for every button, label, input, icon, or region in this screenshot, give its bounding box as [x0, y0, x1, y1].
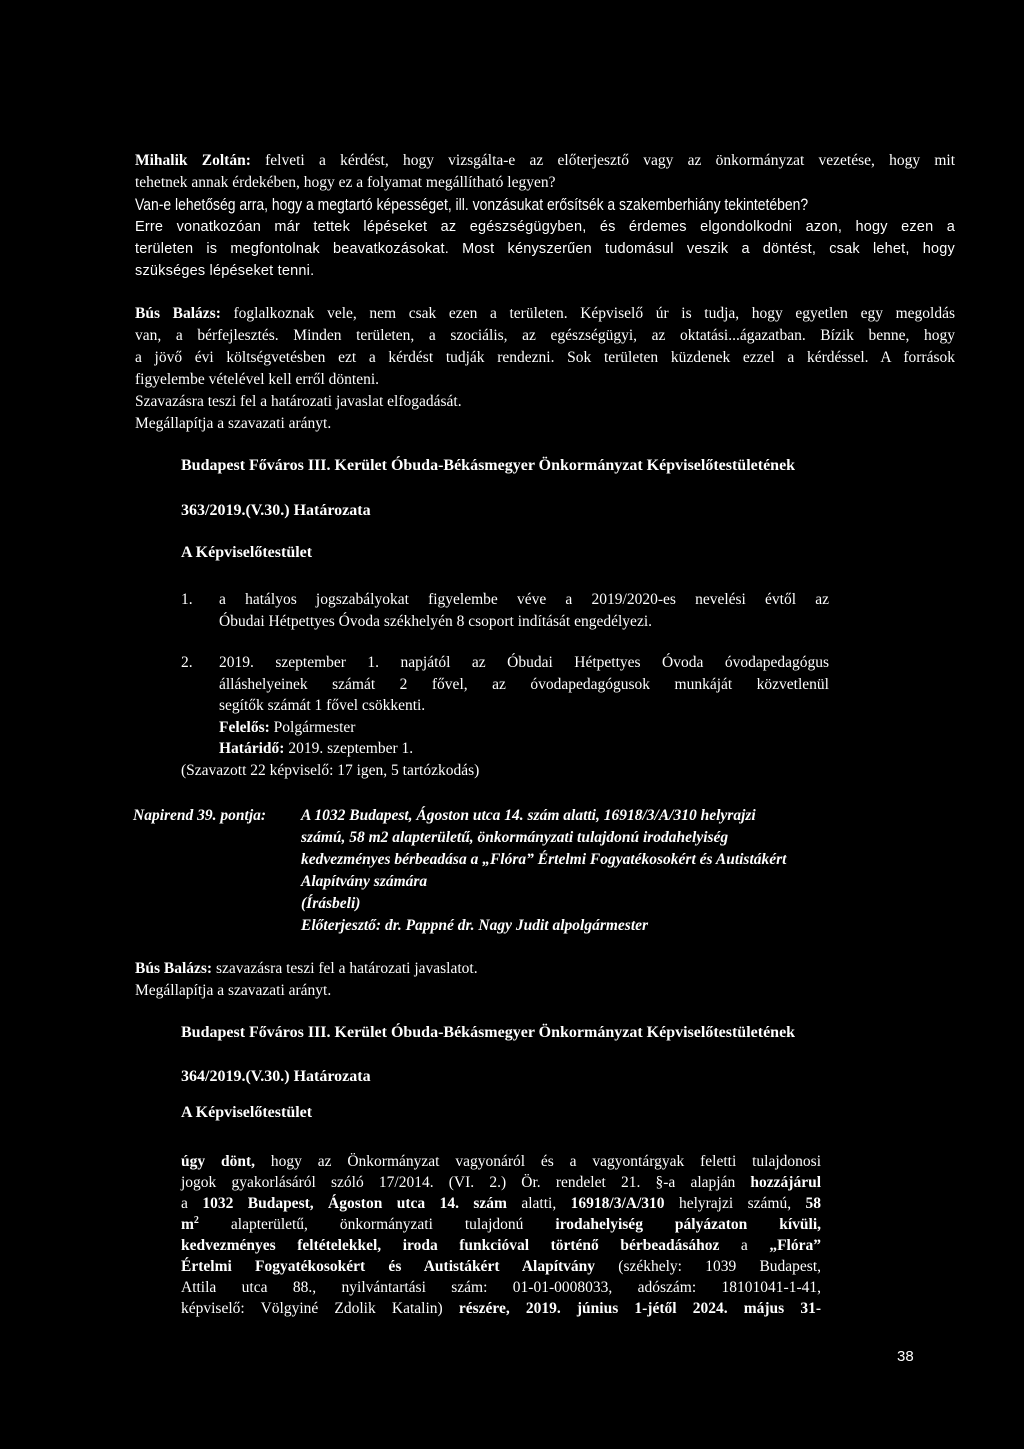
speech-text: Erre vonatkozóan már tettek lépéseket az egészségügyben, és érdemes elgondolkodni azon, hogy ezen a — [135, 219, 955, 235]
speech-text: figyelembe vételével kell erről dönteni. — [135, 371, 380, 388]
resolution-body-title: A Képviselőtestület — [181, 544, 313, 561]
heading-city: Budapest Főváros III. — [181, 457, 331, 474]
speech-text: területen is megfontolnak beavatkozásokat. Most kényszerűen tudomásul veszik a döntést, csak lehet, hogy — [135, 241, 955, 257]
resolution-meta — [181, 717, 841, 787]
speech-text: szükséges lépéseket tenni. — [135, 263, 315, 279]
speech-text: Megállapítja a szavazati arányt. — [135, 982, 332, 999]
speech-bus-2 — [135, 958, 955, 1002]
agenda-presenter: Előterjesztő: dr. Pappné dr. Nagy Judit alpolgármester — [301, 917, 649, 934]
speaker-name: Bús Balázs: — [135, 960, 213, 977]
speaker-name: Bús Balázs: — [135, 305, 221, 322]
resolution-item-2: 2. 2019. szeptember 1. napjától az Óbudai Hétpettyes Óvoda óvodapedagógus álláshelyeinek számát 2 fővel, az óvodapedagógusok munkáját közvetlenül segítők számát 1 fővel csökkenti. — [181, 654, 829, 714]
speech-text: Szavazásra teszi fel a határozati javaslat elfogadását. — [135, 393, 462, 410]
speech-text: van, a bérfejlesztés. Minden területen, a szociális, az egészségügyi, az oktatási...ágazatban. Bízik benne, hogy — [135, 327, 955, 344]
deadline-row: Határidő: 2019. szeptember 1. — [219, 740, 414, 757]
heading-body: Kerület Óbuda-Békásmegyer Önkormányzat Képviselőtestületének — [334, 1024, 796, 1041]
speaker-name: Mihalik Zoltán: — [135, 152, 251, 169]
resolution-item-1: 1. a hatályos jogszabályokat figyelembe véve a 2019/2020-es nevelési évtől az Óbudai Hétpettyes Óvoda székhelyén 8 csoport indítását engedélyezi. — [181, 591, 829, 630]
speech-text: tehetnek annak érdekében, hogy ez a folyamat megállítható legyen? — [135, 174, 556, 191]
resolution-decision: úgy dönt, hogy az Önkormányzat vagyonáról és a vagyontárgyak feletti tulajdonosi jogok gyakorlásáról szóló 17/2014. (VI. 2.) Ör. rendelet 21. §-a alapján hozzájárul a 1032 Budapest, Ágoston utca 14. szám alatti, 16918/3/A/310 helyrajzi számú, 58 $m^2$ alapterületű, önkormányzati tulajdonú irodahelyiség pályázaton kívüli, kedvezményes feltételekkel, iroda funkcióval történő bérbeadásához a „Flóra” Értelmi Fogyatékosokért és Autistákért Alapítvány (székhely: 1039 Budapest, Attila utca 88., nyilvántartási szám: 01-01-0008033, adószám: 18101041-1-41, képviselő: Völgyiné Zdolik Katalin) részére, 2019. június 1-jétől 2024. május 31- — [181, 1153, 822, 1317]
agenda-item — [133, 805, 953, 935]
speech-text: szavazásra teszi fel a határozati javaslatot. — [215, 960, 478, 977]
heading-body: Kerület Óbuda-Békásmegyer Önkormányzat Képviselőtestületének — [334, 457, 796, 474]
resolution-number: 363/2019.(V.30.) Határozata — [181, 502, 371, 519]
speech-bus-1 — [135, 303, 955, 435]
speech-text: a jövő évi költségvetésben ezt a kérdést tudják rendezni. Sok területen küzdenek ezzel a kérdéssel. A források — [135, 349, 955, 366]
speech-text: Van-e lehetőség arra, hogy a megtartó képességet, ill. vonzásukat erősítsék a szakemberhiány tekintetében? — [135, 195, 809, 214]
resolution-heading — [181, 1024, 795, 1042]
speech-text: felveti a kérdést, hogy vizsgálta-e az előterjesztő vagy az önkormányzat vezetése, hogy mit — [265, 152, 956, 169]
speech-mihalik — [135, 150, 955, 282]
resolution-heading — [181, 457, 795, 475]
page-number: 38 — [897, 1348, 914, 1365]
item-number: 2. — [181, 654, 193, 671]
agenda-title: A 1032 Budapest, Ágoston utca 14. szám alatti, 16918/3/A/310 helyrajzi számú, 58 m2 alapterületű, önkormányzati tulajdonú irodahelyiség kedvezményes bérbeadása a „Flóra” Értelmi Fogyatékosokért és Autistákért Alapítvány számára (Írásbeli) Előterjesztő: dr. Pappné dr. Nagy Judit alpolgármester — [301, 805, 921, 937]
speech-text: Megállapítja a szavazati arányt. — [135, 415, 332, 432]
resolution-number: 364/2019.(V.30.) Határozata — [181, 1068, 371, 1085]
resolution-body-title: A Képviselőtestület — [181, 1104, 313, 1121]
speech-text: foglalkoznak vele, nem csak ezen a területen. Képviselő úr is tudja, hogy egyetlen egy megoldás — [233, 305, 955, 322]
responsible-row: Felelős: Polgármester — [219, 719, 356, 736]
vote-result: (Szavazott 22 képviselő: 17 igen, 5 tartózkodás) — [181, 762, 480, 779]
agenda-label: Napirend 39. pontja: — [133, 807, 267, 824]
item-number: 1. — [181, 591, 193, 608]
heading-city: Budapest Főváros III. — [181, 1024, 331, 1041]
